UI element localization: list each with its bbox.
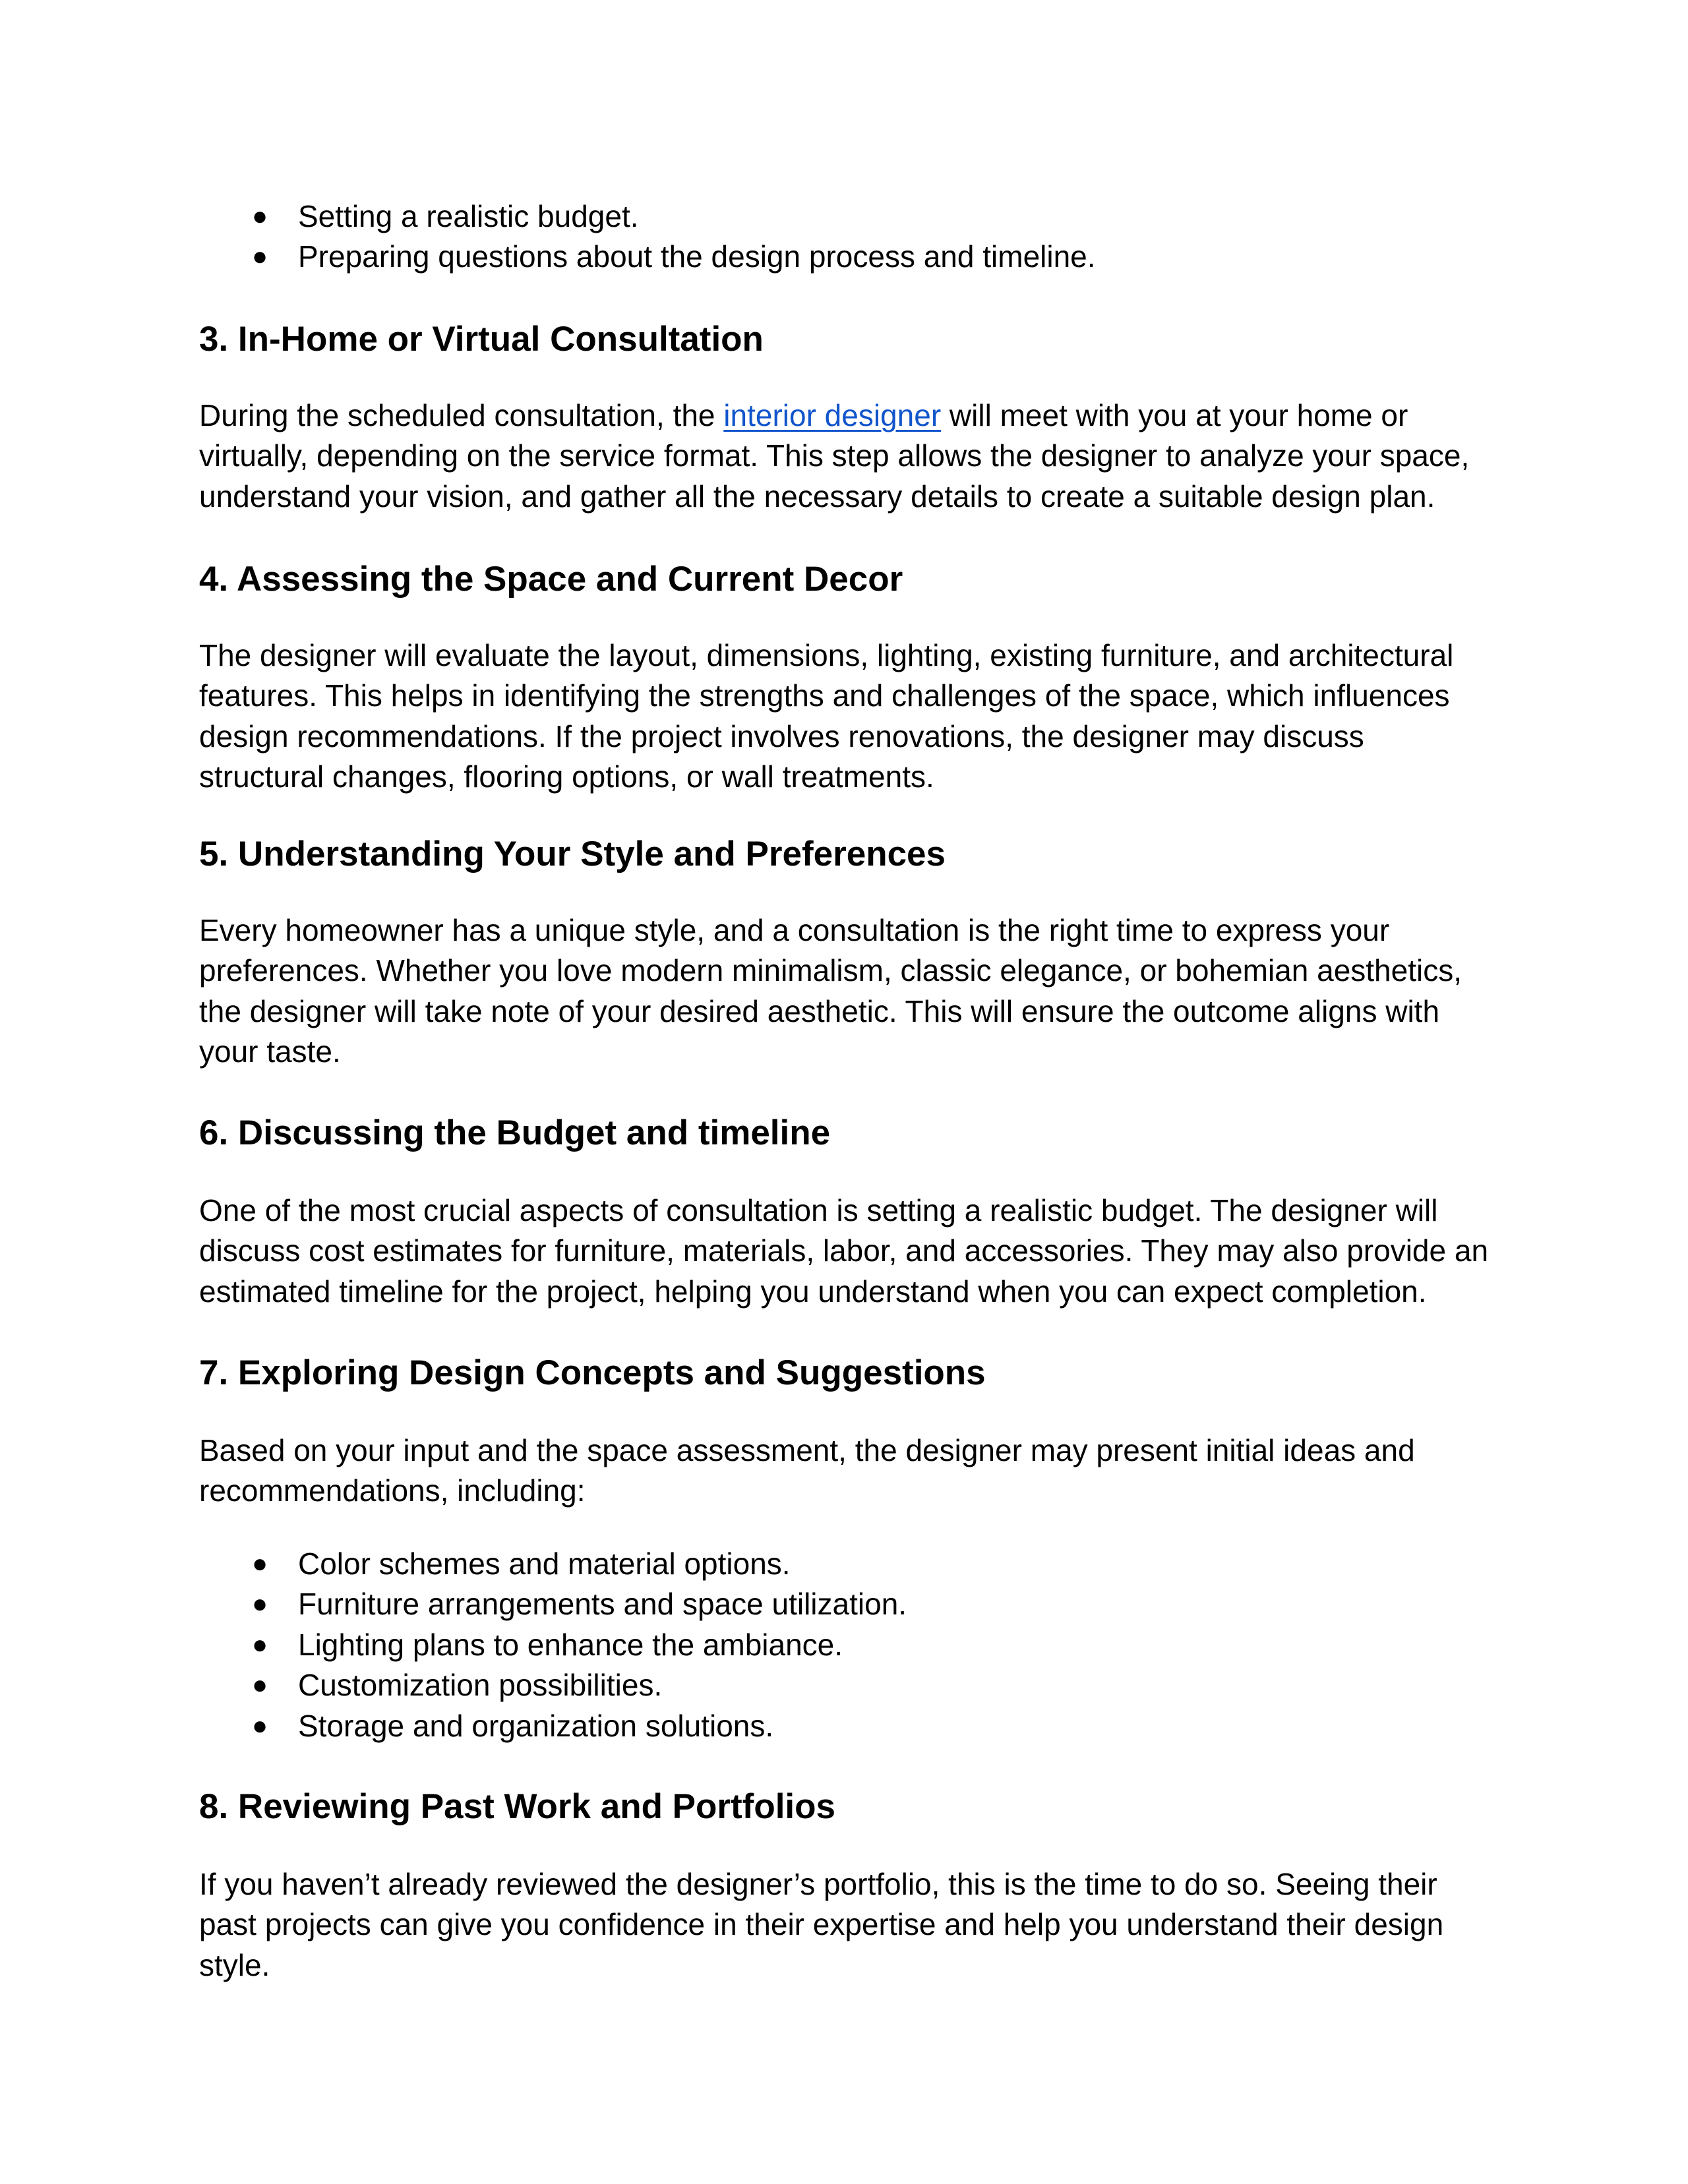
bullet-icon: ● bbox=[252, 1549, 268, 1578]
bullet-icon: ● bbox=[252, 1711, 268, 1740]
paragraph-line bbox=[199, 396, 1518, 436]
list-item-text: Preparing questions about the design process and timeline. bbox=[298, 239, 1096, 274]
list-item-text: Customization possibilities. bbox=[298, 1668, 663, 1703]
section-heading: 6. Discussing the Budget and timeline bbox=[199, 1113, 831, 1152]
list-item bbox=[199, 1706, 1518, 1746]
paragraph-line: past projects can give you confidence in their expertise and help you understand their design bbox=[199, 1907, 1444, 1942]
paragraph-line: style. bbox=[199, 1947, 270, 1982]
paragraph-line: understand your vision, and gather all the necessary details to create a suitable design plan. bbox=[199, 479, 1435, 514]
paragraph-line: discuss cost estimates for furniture, materials, labor, and accessories. They may also provide an bbox=[199, 1233, 1489, 1268]
paragraph-line: estimated timeline for the project, helping you understand when you can expect completion. bbox=[199, 1274, 1427, 1309]
section-paragraph bbox=[199, 1864, 1518, 1986]
section-paragraph bbox=[199, 396, 1518, 517]
list-item bbox=[199, 196, 1518, 237]
paragraph-line: your taste. bbox=[199, 1034, 341, 1069]
section-heading: 5. Understanding Your Style and Preferences bbox=[199, 835, 946, 873]
paragraph-line: The designer will evaluate the layout, dimensions, lighting, existing furniture, and architectural bbox=[199, 638, 1454, 672]
paragraph-line: the designer will take note of your desired aesthetic. This will ensure the outcome aligns with bbox=[199, 993, 1440, 1028]
list-item-text: Lighting plans to enhance the ambiance. bbox=[298, 1627, 843, 1662]
paragraph-line: Every homeowner has a unique style, and a consultation is the right time to express your bbox=[199, 913, 1390, 947]
intro-bullet-list bbox=[199, 196, 1518, 278]
list-item-text: Furniture arrangements and space utilization. bbox=[298, 1587, 907, 1622]
bullet-icon: ● bbox=[252, 202, 268, 231]
paragraph-line: One of the most crucial aspects of consultation is setting a realistic budget. The designer will bbox=[199, 1193, 1438, 1227]
bullet-icon: ● bbox=[252, 242, 268, 272]
bullet-icon: ● bbox=[252, 1630, 268, 1659]
paragraph-line: design recommendations. If the project involves renovations, the designer may discuss bbox=[199, 719, 1364, 753]
list-item bbox=[199, 1625, 1518, 1665]
paragraph-line: preferences. Whether you love modern minimalism, classic elegance, or bohemian aesthetics, bbox=[199, 953, 1462, 988]
list-item bbox=[199, 1584, 1518, 1624]
list-item bbox=[199, 1665, 1518, 1705]
section-paragraph bbox=[199, 1431, 1518, 1512]
section-heading: 7. Exploring Design Concepts and Suggestions bbox=[199, 1353, 986, 1392]
design-concepts-bullet-list bbox=[199, 1544, 1518, 1746]
paragraph-line: virtually, depending on the service format. This step allows the designer to analyze your space, bbox=[199, 438, 1470, 473]
list-item bbox=[199, 237, 1518, 277]
section-heading: 3. In-Home or Virtual Consultation bbox=[199, 320, 764, 359]
list-item bbox=[199, 1544, 1518, 1584]
text: During the scheduled consultation, the bbox=[199, 398, 724, 432]
paragraph-line: If you haven’t already reviewed the designer’s portfolio, this is the time to do so. Seeing their bbox=[199, 1867, 1437, 1901]
paragraph-line: features. This helps in identifying the strengths and challenges of the space, which influences bbox=[199, 678, 1450, 713]
section-paragraph bbox=[199, 635, 1518, 798]
section-paragraph bbox=[199, 1191, 1518, 1312]
bullet-icon: ● bbox=[252, 1670, 268, 1700]
section-heading: 8. Reviewing Past Work and Portfolios bbox=[199, 1787, 835, 1826]
list-item-text: Setting a realistic budget. bbox=[298, 199, 639, 233]
bullet-icon: ● bbox=[252, 1589, 268, 1619]
list-item-text: Storage and organization solutions. bbox=[298, 1708, 774, 1743]
paragraph-line: recommendations, including: bbox=[199, 1473, 586, 1508]
section-paragraph bbox=[199, 910, 1518, 1073]
list-item-text: Color schemes and material options. bbox=[298, 1547, 791, 1581]
text: will meet with you at your home or bbox=[941, 398, 1408, 432]
interior-designer-link[interactable]: interior designer bbox=[723, 398, 942, 432]
paragraph-line: structural changes, flooring options, or wall treatments. bbox=[199, 759, 934, 794]
paragraph-line: Based on your input and the space assessment, the designer may present initial ideas and bbox=[199, 1433, 1415, 1467]
section-heading: 4. Assessing the Space and Current Decor bbox=[199, 560, 903, 599]
